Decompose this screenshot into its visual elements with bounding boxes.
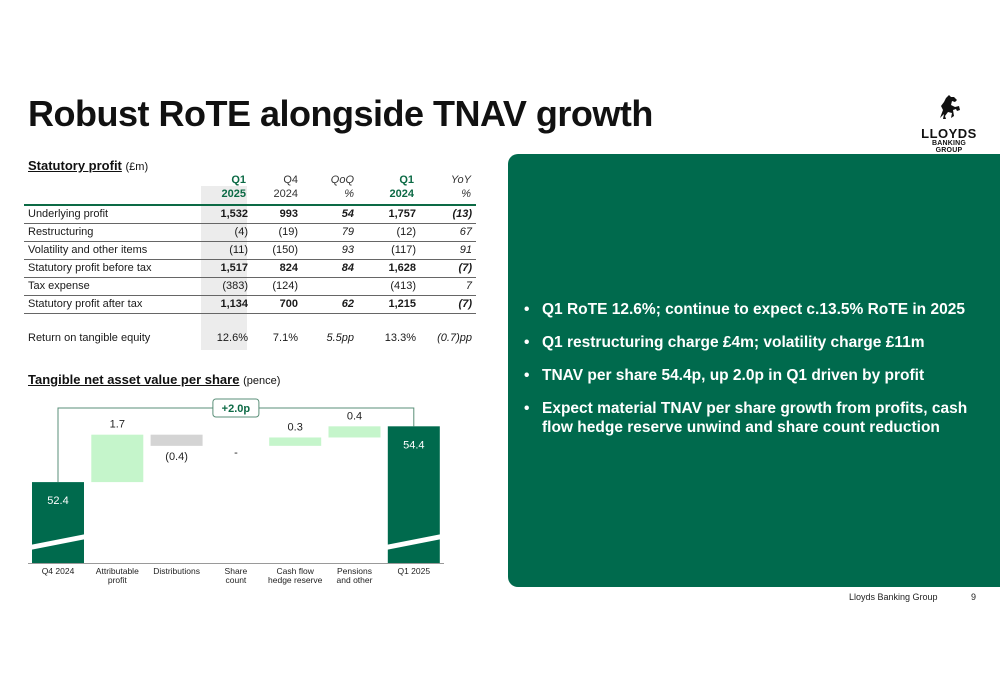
x-tick-label: Cash flow [276, 566, 314, 576]
waterfall-bar [151, 435, 203, 446]
data-label: 0.3 [287, 421, 303, 434]
table-row: Return on tangible equity 12.6% 7.1% 5.5pp 13.3% (0.7)pp [28, 332, 472, 344]
company-logo [918, 92, 980, 154]
data-label: (0.4) [165, 450, 188, 463]
waterfall-bar [91, 435, 143, 482]
x-tick-label: and other [336, 575, 373, 585]
growth-annotation: +2.0p [221, 403, 251, 415]
waterfall-bar [329, 426, 381, 437]
col-header-q1-2025: Q1 2025 [221, 174, 246, 200]
table-row: Volatility and other items (11) (150) 93 (117) 91 [24, 242, 476, 260]
table-row: Restructuring (4) (19) 79 (12) 67 [24, 224, 476, 242]
x-tick-label: Attributable [95, 566, 139, 576]
col-header-qoq: QoQ % [330, 174, 354, 200]
data-label: 1.7 [109, 418, 125, 431]
logo-name: LLOYDS [921, 126, 977, 141]
data-label: 52.4 [47, 495, 69, 508]
data-label: - [234, 446, 238, 459]
bullet-item: • TNAV per share 54.4p, up 2.0p in Q1 driven by profit [518, 366, 996, 385]
tnav-unit: (pence) [243, 375, 281, 387]
col-header-q4-2024: Q4 2024 [273, 174, 298, 200]
table-row: Statutory profit before tax 1,517 824 84 1,628 (7) [24, 260, 476, 278]
footer-company: Lloyds Banking Group [849, 592, 938, 602]
col-header-yoy: YoY % [450, 174, 471, 200]
bullet-item: • Q1 restructuring charge £4m; volatility charge £11m [518, 333, 996, 352]
waterfall-bar [269, 437, 321, 445]
bullet-item: • Expect material TNAV per share growth from profits, cash flow hedge reserve unwind and share count reduction [518, 399, 996, 437]
x-tick-label: Q4 2024 [41, 566, 75, 576]
page-title: Robust RoTE alongside TNAV growth [28, 93, 653, 134]
tnav-heading: Tangible net asset value per share (pence) [28, 372, 281, 387]
x-tick-label: Distributions [153, 566, 200, 576]
logo-subtitle: BANKING GROUP [931, 140, 967, 154]
horse-icon [934, 92, 964, 122]
table-row: Statutory profit after tax 1,134 700 62 1,215 (7) [24, 296, 476, 314]
x-tick-label: hedge reserve [268, 575, 323, 585]
footer-page-number: 9 [971, 592, 977, 602]
key-points-panel [508, 154, 1000, 587]
x-tick-label: count [225, 575, 247, 585]
x-tick-label: Share [224, 566, 248, 576]
table-row: Tax expense (383) (124) (413) 7 [24, 278, 476, 296]
table-row: Underlying profit 1,532 993 54 1,757 (13) [24, 206, 476, 224]
col-header-q1-2024: Q1 2024 [389, 174, 414, 200]
statutory-heading: Statutory profit (£m) [28, 158, 149, 173]
data-label: 54.4 [403, 439, 425, 452]
bullet-item: • Q1 RoTE 12.6%; continue to expect c.13.5% RoTE in 2025 [518, 300, 996, 319]
data-label: 0.4 [346, 410, 363, 423]
x-tick-label: Q1 2025 [397, 566, 431, 576]
key-points-list [518, 300, 996, 451]
x-tick-label: Pensions [337, 566, 372, 576]
tnav-waterfall-chart [28, 396, 448, 596]
x-tick-label: profit [107, 575, 127, 585]
statutory-unit: (£m) [125, 161, 149, 173]
